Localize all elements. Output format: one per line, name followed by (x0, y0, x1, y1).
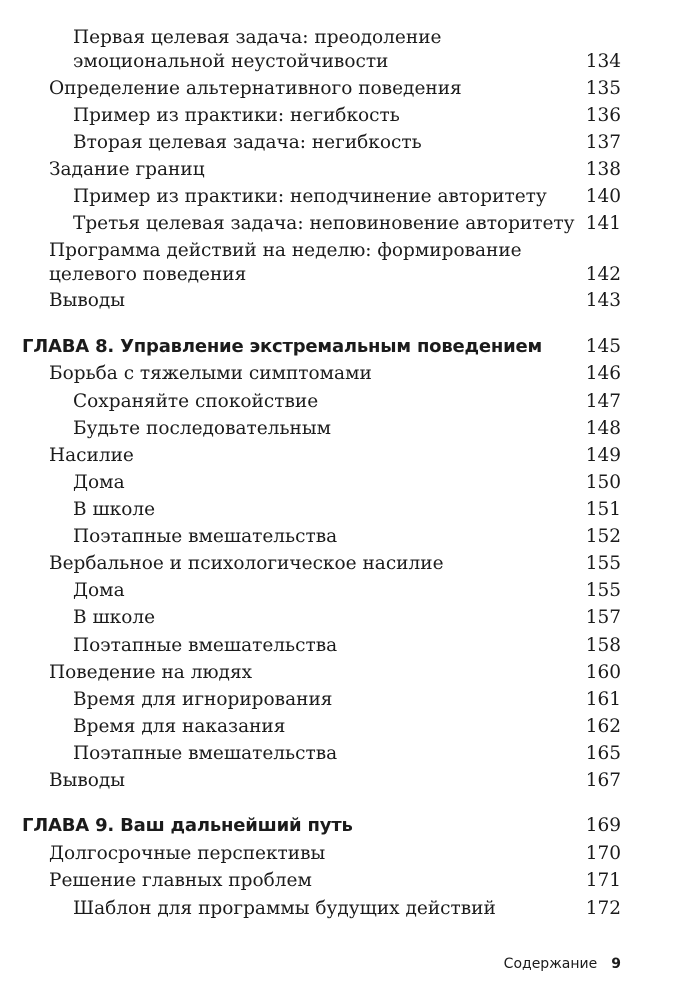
toc-entry (0, 634, 694, 658)
toc-entry-title: Выводы (49, 770, 125, 791)
toc-entry-page: 158 (585, 635, 621, 656)
toc-entry (0, 715, 694, 739)
toc-entry (0, 289, 694, 313)
toc-entry-title: Поэтапные вмешательства (73, 635, 338, 656)
toc-entry (0, 579, 694, 603)
toc-entry-page: 149 (585, 445, 621, 466)
toc-entry-page: 152 (585, 526, 621, 547)
toc-entry-title: В школе (73, 499, 156, 520)
toc-entry-page: 157 (585, 607, 621, 628)
toc-entry (0, 742, 694, 766)
page-footer (504, 954, 621, 974)
toc-entry-page: 160 (585, 662, 621, 683)
toc-entry (0, 842, 694, 866)
toc-chapter-title: ГЛАВА 8. Управление экстремальным поведением (22, 336, 543, 357)
toc-entry-page: 137 (585, 132, 621, 153)
toc-entry-title: Первая целевая задача: преодоление эмоциональной неустойчивости (73, 27, 442, 72)
toc-entry-title: Дома (73, 472, 125, 493)
toc-entry-page: 170 (585, 843, 621, 864)
toc-entry (0, 390, 694, 414)
toc-entry-page: 136 (585, 105, 621, 126)
toc-entry-page: 138 (585, 159, 621, 180)
toc-entry-title: Поведение на людях (49, 662, 253, 683)
toc-entry-page: 148 (585, 418, 621, 439)
toc-entry (0, 131, 694, 155)
toc-entry-title: Пример из практики: неподчинение авторитету (73, 186, 547, 207)
toc-entry (0, 444, 694, 468)
page-number: 9 (611, 956, 621, 972)
toc-entry-page: 171 (585, 870, 621, 891)
toc-entry-page: 141 (585, 213, 621, 234)
toc-entry (0, 606, 694, 630)
toc-entry-page: 161 (585, 689, 621, 710)
toc-entry-title: Определение альтернативного поведения (49, 78, 462, 99)
toc-entry (0, 212, 694, 236)
toc-entry (0, 525, 694, 549)
toc-entry-title: Сохраняйте спокойствие (73, 391, 319, 412)
toc-entry-page: 147 (585, 391, 621, 412)
toc-entry (0, 769, 694, 793)
toc-entry-page: 155 (585, 553, 621, 574)
toc-entry-title: Выводы (49, 290, 125, 311)
toc-entry-page: 167 (585, 770, 621, 791)
toc-entry-title: Дома (73, 580, 125, 601)
toc-entry-title: Решение главных проблем (49, 870, 312, 891)
toc-entry-title: Программа действий на неделю: формирование целевого поведения (49, 240, 522, 285)
toc-entry-title: Поэтапные вмешательства (73, 743, 338, 764)
toc-entry (0, 471, 694, 495)
toc-entry (0, 104, 694, 128)
toc-entry-page: 140 (585, 186, 621, 207)
toc-chapter (0, 814, 694, 838)
toc-entry-title: Третья целевая задача: неповиновение авторитету (73, 213, 575, 234)
toc-entry (0, 77, 694, 101)
toc-entry-title: Вторая целевая задача: негибкость (73, 132, 422, 153)
toc-entry (0, 239, 694, 287)
running-footer-section: Содержание (503, 956, 598, 972)
toc-entry-page: 165 (585, 743, 621, 764)
toc-entry (0, 185, 694, 209)
toc-entry-page: 172 (585, 898, 621, 919)
toc-entry-title: Вербальное и психологическое насилие (49, 553, 444, 574)
toc-entry-page: 150 (585, 472, 621, 493)
toc-entry (0, 498, 694, 522)
toc-entry-title: Насилие (49, 445, 134, 466)
toc-entry-title: Поэтапные вмешательства (73, 526, 338, 547)
toc-chapter-page: 169 (585, 815, 621, 836)
toc-entry (0, 552, 694, 576)
toc-entry-page: 134 (585, 51, 621, 72)
toc-entry (0, 661, 694, 685)
toc-entry (0, 688, 694, 712)
toc-entry-title: Время для наказания (73, 716, 286, 737)
toc-entry-page: 155 (585, 580, 621, 601)
toc-entry-page: 143 (585, 290, 621, 311)
toc-entry-title: Задание границ (49, 159, 205, 180)
toc-entry-title: Шаблон для программы будущих действий (73, 898, 496, 919)
toc-entry-page: 162 (585, 716, 621, 737)
toc-entry (0, 26, 694, 74)
toc-chapter (0, 335, 694, 359)
toc-entry-page: 146 (585, 363, 621, 384)
toc-entry (0, 158, 694, 182)
toc-entry-page: 151 (585, 499, 621, 520)
toc-entry (0, 362, 694, 386)
toc-chapter-page: 145 (585, 336, 621, 357)
toc-entry-page: 142 (585, 264, 621, 285)
toc-entry-title: Будьте последовательным (73, 418, 331, 439)
toc-entry-title: Пример из практики: негибкость (73, 105, 400, 126)
toc-entry-title: В школе (73, 607, 156, 628)
toc-entry (0, 869, 694, 893)
toc-entry-title: Долгосрочные перспективы (49, 843, 326, 864)
toc-chapter-title: ГЛАВА 9. Ваш дальнейший путь (22, 815, 353, 836)
toc-entry (0, 897, 694, 921)
toc-entry (0, 417, 694, 441)
toc-entry-title: Время для игнорирования (73, 689, 333, 710)
toc-entry-page: 135 (585, 78, 621, 99)
toc-entry-title: Борьба с тяжелыми симптомами (49, 363, 372, 384)
